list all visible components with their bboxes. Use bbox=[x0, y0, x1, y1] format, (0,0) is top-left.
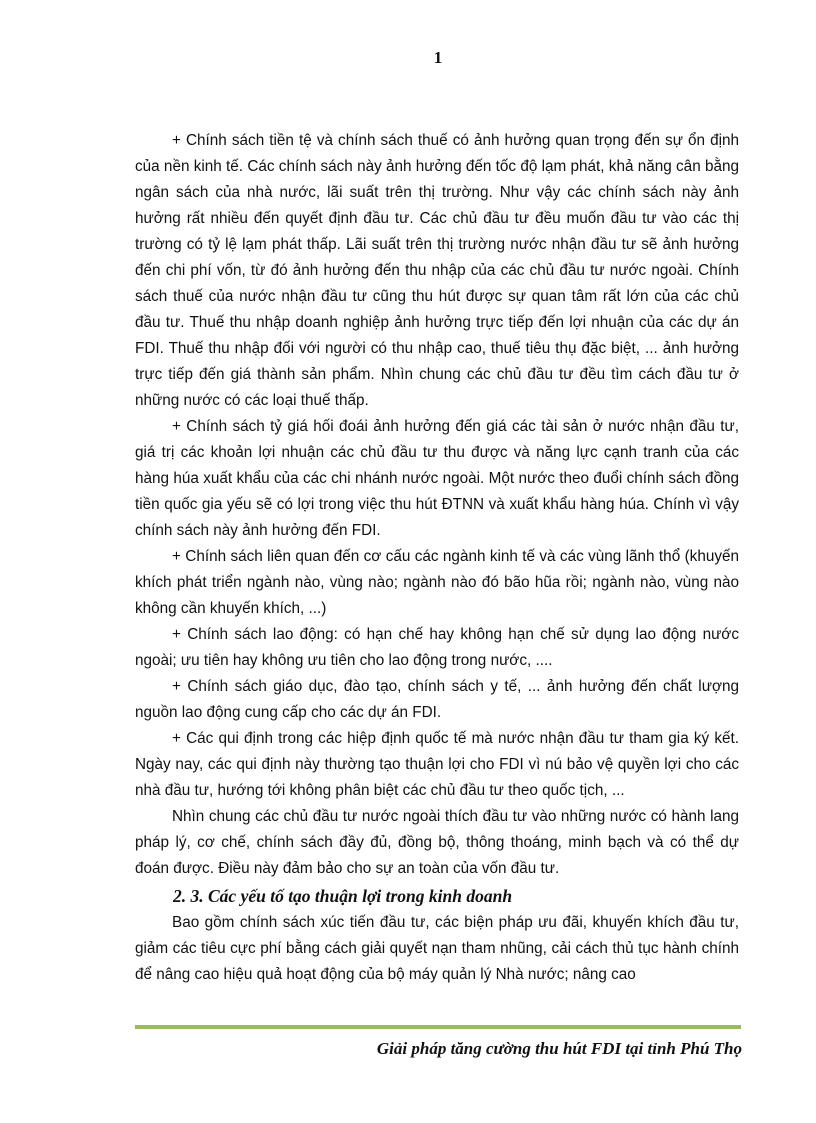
paragraph-monetary-tax-policy: + Chính sách tiền tệ và chính sách thuế có ảnh hưởng quan trọng đến sự ổn định của nền kinh tế. Các chính sách này ảnh hưởng đến tốc độ lạm phát, khả năng cân bằng ngân sách của nhà nước, lãi suất trên thị trường. Như vậy các chính sách này ảnh hưởng rất nhiều đến quyết định đầu tư. Các chủ đầu tư đều muốn đầu tư vào các thị trường có tỷ lệ lạm phát thấp. Lãi suất trên thị trường nước nhận đầu tư sẽ ảnh hưởng đến chi phí vốn, từ đó ảnh hưởng đến thu nhập của các chủ đầu tư nước ngoài. Chính sách thuế của nước nhận đầu tư cũng thu hút được sự quan tâm rất lớn của các chủ đầu tư. Thuế thu nhập doanh nghiệp ảnh hưởng trực tiếp đến lợi nhuận của các dự án FDI. Thuế thu nhập đối với người có thu nhập cao, thuế tiêu thụ đặc biệt, ... ảnh hưởng trực tiếp đến giá thành sản phẩm. Nhìn chung các chủ đầu tư đều tìm cách đầu tư ở những nước có các loại thuế thấp. bbox=[135, 132, 739, 409]
body-text bbox=[135, 128, 739, 988]
paragraph-summary: Nhìn chung các chủ đầu tư nước ngoài thích đầu tư vào những nước có hành lang pháp lý, cơ chế, chính sách đầy đủ, đồng bộ, thông thoáng, minh bạch và có thể dự đoán được. Điều này đảm bảo cho sự an toàn của vốn đầu tư. bbox=[135, 808, 739, 877]
paragraph-economic-structure-policy: + Chính sách liên quan đến cơ cấu các ngành kinh tế và các vùng lãnh thổ (khuyến khích phát triển ngành nào, vùng nào; ngành nào đó bão hũa rồi; ngành nào, vùng nào không cần khuyến khích, ...) bbox=[135, 548, 739, 617]
section-heading: 2. 3. Các yếu tố tạo thuận lợi trong kinh doanh bbox=[173, 886, 513, 906]
page-number: 1 bbox=[433, 48, 443, 67]
paragraph-exchange-rate-policy: + Chính sách tỷ giá hối đoái ảnh hưởng đến giá các tài sản ở nước nhận đầu tư, giá trị các khoản lợi nhuận các chủ đầu tư thu được và năng lực cạnh tranh của các hàng húa xuất khẩu của các chi nhánh nước ngoài. Một nước theo đuổi chính sách đồng tiền quốc gia yếu sẽ có lợi trong việc thu hút ĐTNN và xuất khẩu hàng húa. Chính vì vậy chính sách này ảnh hưởng đến FDI. bbox=[135, 418, 739, 539]
paragraph-education-health-policy: + Chính sách giáo dục, đào tạo, chính sách y tế, ... ảnh hưởng đến chất lượng nguồn lao động cung cấp cho các dự án FDI. bbox=[135, 678, 739, 721]
paragraph-labor-policy: + Chính sách lao động: có hạn chế hay không hạn chế sử dụng lao động nước ngoài; ưu tiên hay không ưu tiên cho lao động trong nước, .... bbox=[135, 626, 739, 669]
paragraph-section-intro: Bao gồm chính sách xúc tiến đầu tư, các biện pháp ưu đãi, khuyến khích đầu tư, giảm các tiêu cực phí bằng cách giải quyết nạn tham nhũng, cải cách thủ tục hành chính để nâng cao hiệu quả hoạt động của bộ máy quản lý Nhà nước; nâng cao bbox=[135, 914, 739, 983]
footer-title: Giải pháp tăng cường thu hút FDI tại tỉnh Phú Thọ bbox=[376, 1039, 742, 1058]
footer-divider bbox=[135, 1025, 741, 1029]
paragraph-international-agreements: + Các qui định trong các hiệp định quốc tế mà nước nhận đầu tư tham gia ký kết. Ngày nay, các qui định này thường tạo thuận lợi cho FDI vì nú bảo vệ quyền lợi cho các nhà đầu tư, hướng tới không phân biệt các chủ đầu tư theo quốc tịch, ... bbox=[135, 730, 739, 799]
